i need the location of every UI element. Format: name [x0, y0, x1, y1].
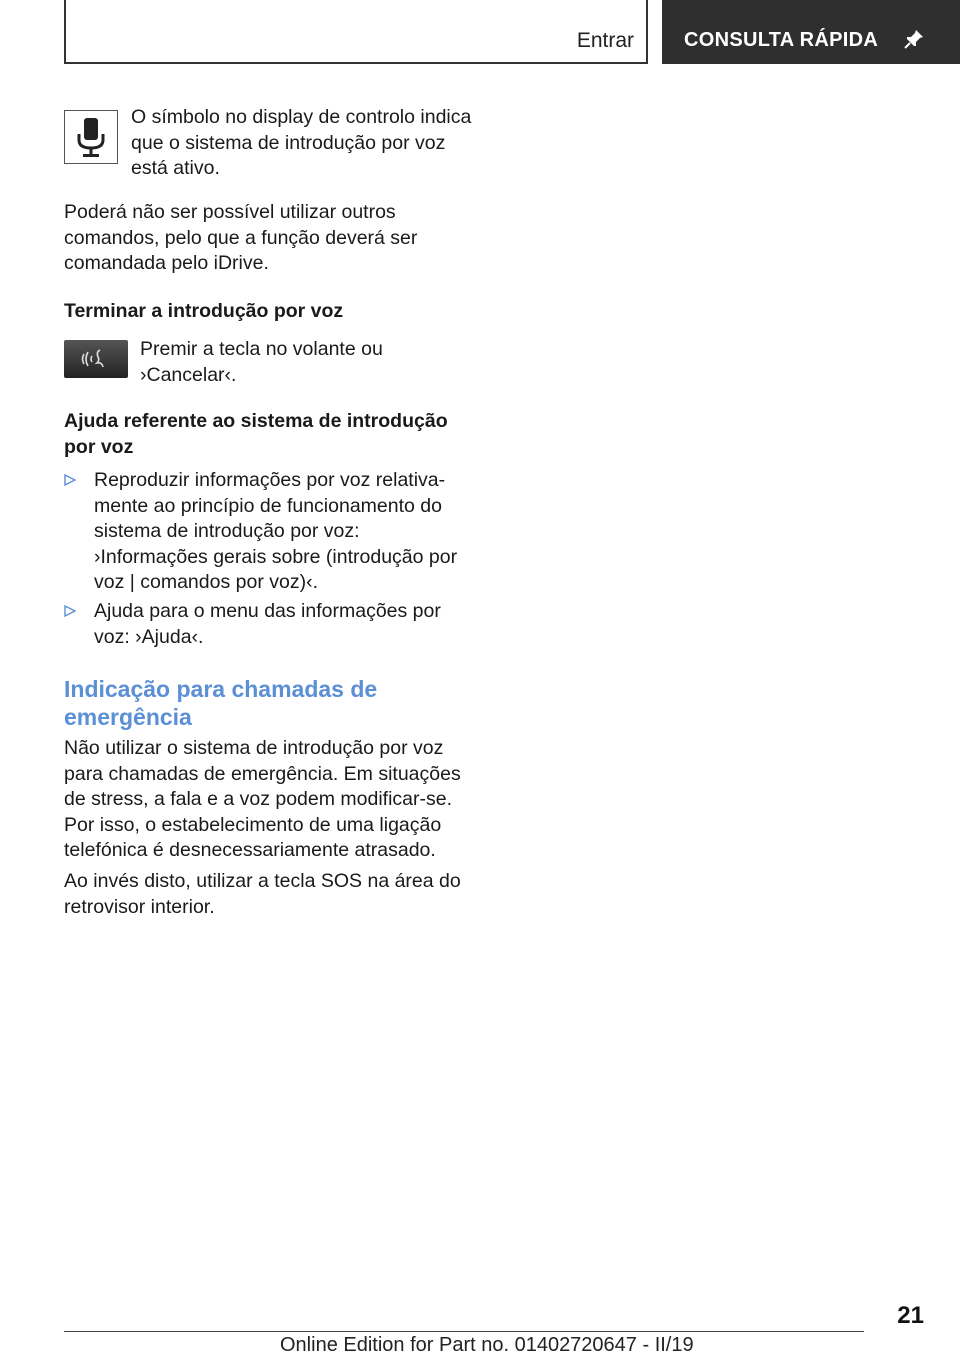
- section-label: Entrar: [576, 29, 634, 52]
- pushpin-icon: [902, 27, 926, 51]
- end-voice-heading: Terminar a introdução por voz: [64, 300, 344, 322]
- intro-text: O símbolo no display de controlo indica que o sistema de introdução por voz está ativo.: [131, 106, 472, 179]
- emergency-heading: Indicação para chamadas de emergência: [64, 676, 378, 730]
- triangle-bullet-icon: [64, 474, 76, 486]
- list-item: [64, 468, 480, 596]
- page-number: 21: [897, 1302, 924, 1329]
- intro-row: [64, 110, 118, 164]
- paragraph-idrive: Poderá não ser possível utilizar outros comandos, pelo que a função deverá ser comandada pelo iDrive.: [64, 201, 418, 274]
- quick-reference-tab[interactable]: [662, 0, 960, 64]
- emergency-paragraph-1: Não utilizar o sistema de introdução por voz para chamadas de emergência. Em situações de stress, a fala e a voz podem modificar-se. Por isso, o estabelecimento de uma ligação telefónica é desnecessariamente atrasado.: [64, 737, 461, 861]
- help-heading: Ajuda referente ao sistema de introdução por voz: [64, 410, 448, 458]
- voice-command-button-icon: [64, 340, 128, 378]
- footer-divider: [64, 1331, 864, 1332]
- end-voice-text: Premir a tecla no volante ou ›Cancelar‹.: [140, 338, 383, 386]
- end-voice-row: [64, 340, 128, 378]
- section-header: [64, 0, 648, 64]
- tab-label: CONSULTA RÁPIDA: [684, 29, 879, 51]
- help-bullet-text: Ajuda para o menu das informações por voz: ›Ajuda‹.: [94, 600, 441, 648]
- triangle-bullet-icon: [64, 605, 76, 617]
- emergency-paragraph-2: Ao invés disto, utilizar a tecla SOS na área do retrovisor interior.: [64, 870, 461, 918]
- list-item: [64, 599, 480, 650]
- edition-footer: Online Edition for Part no. 01402720647 - II/19: [280, 1334, 694, 1356]
- help-bullet-text: Reproduzir informações por voz relativamente ao princípio de funcionamento do sistema de introdução por voz: ›Informações gerais sobre (introdução por voz | comandos por voz)‹.: [94, 469, 458, 593]
- microphone-icon: [64, 110, 118, 164]
